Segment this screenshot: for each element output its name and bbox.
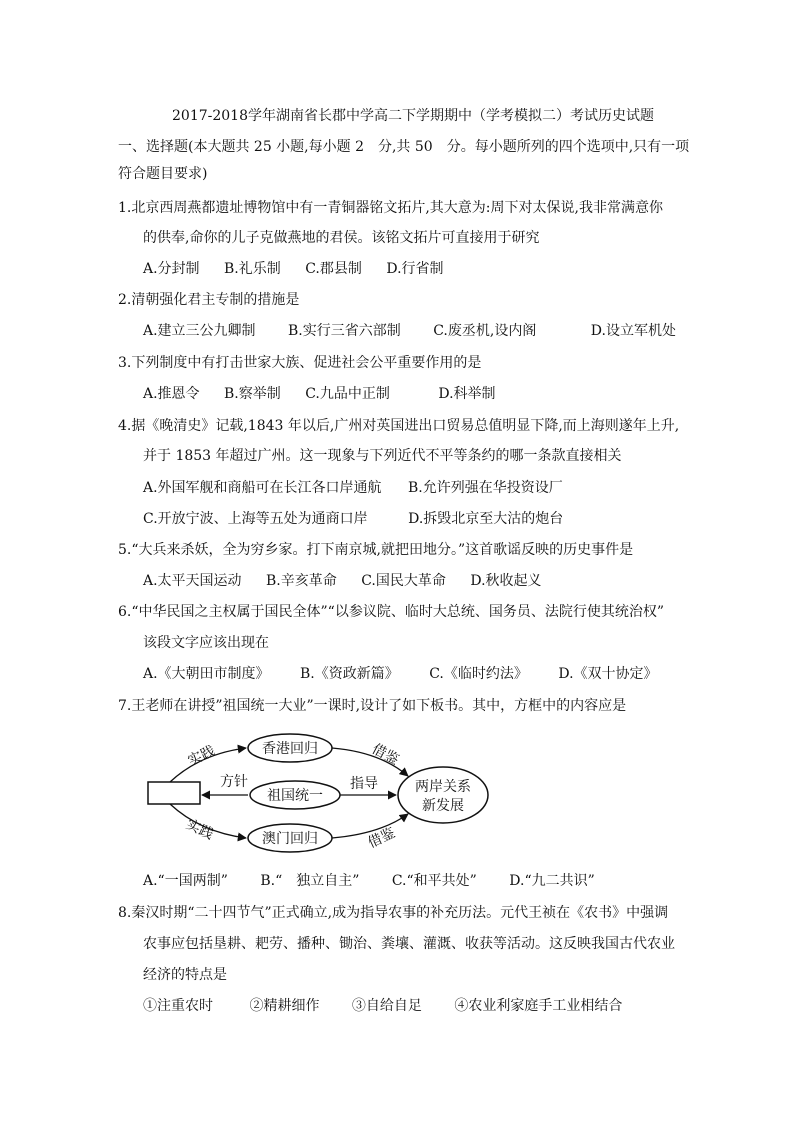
question-7-options bbox=[143, 871, 615, 891]
edge-label-ref-bottom: 借鉴 bbox=[365, 825, 398, 852]
edge-label-guide: 指导 bbox=[350, 776, 378, 792]
option-b[interactable]: B.实行三省六部制 bbox=[288, 323, 401, 339]
question-4-stem-line2: 并于 1853 年超过广州。这一现象与下列近代不平等条约的哪一条款直接相关 bbox=[143, 448, 622, 464]
question-5-stem: 5.“大兵来杀妖，全为穷乡家。打下南京城,就把田地分。”这首歌谣反映的历史事件是 bbox=[118, 542, 634, 558]
option-a[interactable]: A.外国军舰和商船可在长江各口岸通航 bbox=[143, 480, 382, 496]
option-c[interactable]: C.郡县制 bbox=[305, 261, 362, 277]
option-a[interactable]: A.“一国两制” bbox=[143, 873, 228, 889]
section-heading-line1: 一、选择题(本大题共 25 小题,每小题 2 分,共 50 分。每小题所列的四个选项中,只有一项 bbox=[118, 139, 690, 155]
question-3-stem: 3.下列制度中有打击世家大族、促进社会公平重要作用的是 bbox=[118, 355, 482, 371]
question-6-stem-line1: 6.“中华民国之主权属于国民全体”“以参议院、临时大总统、国务员、法院行使其统治权” bbox=[118, 604, 664, 620]
option-3[interactable]: ③自给自足 bbox=[351, 998, 422, 1014]
option-d[interactable]: D.“九二共识” bbox=[509, 873, 595, 889]
section-heading-line2: 符合题目要求) bbox=[118, 166, 208, 182]
option-b[interactable]: B.允许列强在华投资设厂 bbox=[408, 480, 563, 496]
question-1-stem-line1: 1.北京西周燕都遗址博物馆中有一青铜器铭文拓片,其大意为:周下对太保说,我非常满意你 bbox=[118, 200, 663, 216]
option-b[interactable]: B.礼乐制 bbox=[224, 261, 281, 277]
option-a[interactable]: A.分封制 bbox=[143, 261, 200, 277]
edge-label-ref-top: 借鉴 bbox=[369, 741, 402, 769]
question-4-stem-line1: 4.据《晚清史》记载,1843 年以后,广州对英国进出口贸易总值明显下降,而上海则遂年上升, bbox=[118, 418, 680, 434]
blank-answer-box bbox=[148, 782, 200, 804]
question-2-stem: 2.清朝强化君主专制的措施是 bbox=[118, 292, 300, 308]
option-a[interactable]: A.《大朝田市制度》 bbox=[143, 666, 270, 682]
node-cross-strait bbox=[398, 767, 488, 823]
option-b[interactable]: B.察举制 bbox=[224, 386, 281, 402]
node-cross-strait-label-line2: 新发展 bbox=[422, 798, 464, 814]
option-b[interactable]: B.“ 独立自主” bbox=[260, 873, 360, 889]
option-b[interactable]: B.辛亥革命 bbox=[266, 573, 337, 589]
option-b[interactable]: B.《资政新篇》 bbox=[300, 666, 399, 682]
question-7-stem: 7.王老师在讲授”祖国统一大业”一课时,设计了如下板书。其中，方框中的内容应是 bbox=[118, 698, 627, 714]
question-4-options-row1 bbox=[143, 478, 583, 498]
question-1-stem-line2: 的供奉,命你的儿子克做燕地的君侯。该铭文拓片可直接用于研究 bbox=[143, 230, 540, 246]
option-a[interactable]: A.推恩令 bbox=[143, 386, 200, 402]
option-c[interactable]: C.“和平共处” bbox=[391, 873, 477, 889]
question-8-stem-line2: 农事应包括垦耕、耙劳、播种、锄治、粪壤、灌溉、收获等活动。这反映我国古代农业 bbox=[143, 936, 675, 952]
question-4-options-row2 bbox=[143, 509, 583, 529]
option-2[interactable]: ②精耕细作 bbox=[249, 998, 320, 1014]
option-d[interactable]: D.《双十协定》 bbox=[558, 666, 658, 682]
unification-diagram bbox=[140, 728, 500, 858]
paper-title: 2017-2018学年湖南省长郡中学高二下学期期中（学考模拟二）考试历史试题 bbox=[172, 108, 654, 124]
question-2-options bbox=[143, 321, 696, 341]
option-d[interactable]: D.拆毁北京至大沽的炮台 bbox=[408, 511, 564, 527]
node-hk-return-label: 香港回归 bbox=[262, 741, 318, 757]
option-4[interactable]: ④农业利家庭手工业相结合 bbox=[454, 998, 623, 1014]
option-d[interactable]: D.秋收起义 bbox=[470, 573, 542, 589]
question-8-options bbox=[143, 996, 642, 1016]
question-5-options bbox=[143, 571, 562, 591]
edge-label-policy: 方针 bbox=[220, 774, 248, 790]
question-8-stem-line1: 8.秦汉时期“二十四节气”正式确立,成为指导农事的补充历法。元代王祯在《农书》中强调 bbox=[118, 905, 669, 921]
option-d[interactable]: D.科举制 bbox=[438, 386, 496, 402]
option-1[interactable]: ①注重农时 bbox=[143, 998, 213, 1014]
question-6-options bbox=[143, 664, 678, 684]
node-cross-strait-label-line1: 两岸关系 bbox=[415, 779, 471, 795]
node-unification-label: 祖国统一 bbox=[267, 788, 323, 804]
question-1-options bbox=[143, 259, 464, 279]
question-3-options bbox=[143, 384, 516, 404]
option-a[interactable]: A.太平天国运动 bbox=[143, 573, 242, 589]
question-6-stem-line2: 该段文字应该出现在 bbox=[143, 635, 269, 651]
option-c[interactable]: C.废丞机,设内阁 bbox=[433, 323, 537, 339]
question-8-stem-line3: 经济的特点是 bbox=[143, 967, 227, 983]
option-d[interactable]: D.行省制 bbox=[386, 261, 444, 277]
option-c[interactable]: C.国民大革命 bbox=[361, 573, 446, 589]
edge-label-practice-top: 实践 bbox=[185, 743, 218, 770]
option-c[interactable]: C.开放宁波、上海等五处为通商口岸 bbox=[143, 511, 368, 527]
node-macau-return-label: 澳门回归 bbox=[262, 831, 318, 847]
edge-label-practice-bottom: 实践 bbox=[183, 816, 216, 843]
option-c[interactable]: C.九品中正制 bbox=[305, 386, 390, 402]
option-c[interactable]: C.《临时约法》 bbox=[429, 666, 528, 682]
option-d[interactable]: D.设立军机处 bbox=[590, 323, 676, 339]
option-a[interactable]: A.建立三公九卿制 bbox=[143, 323, 256, 339]
